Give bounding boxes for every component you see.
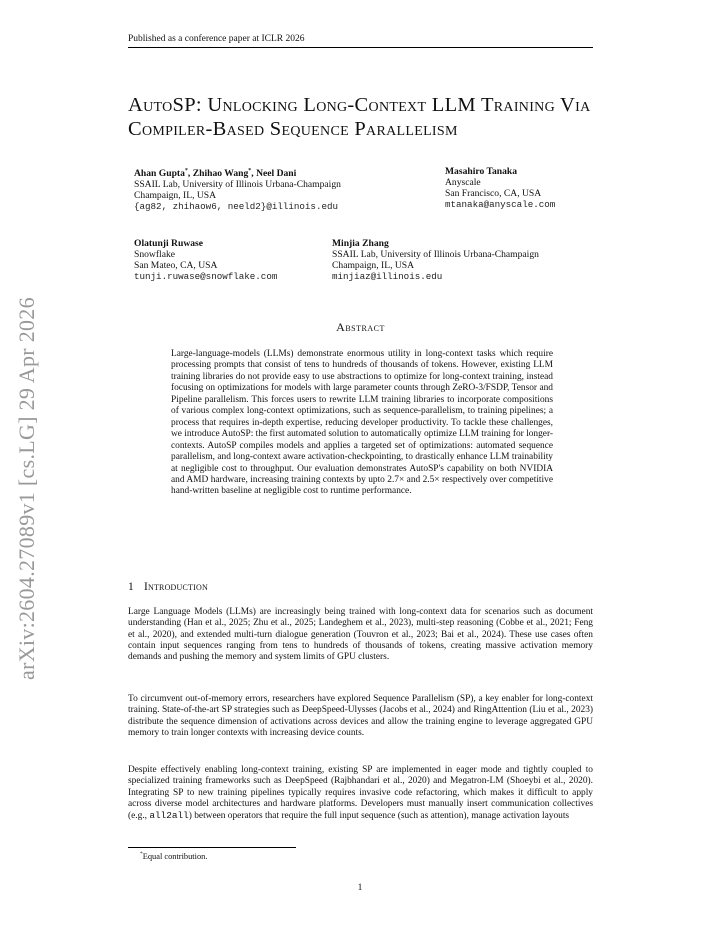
footnote-mark: * xyxy=(140,851,143,857)
author-location: Champaign, IL, USA xyxy=(134,190,217,202)
author-block-4 xyxy=(332,238,539,282)
paragraph-3 xyxy=(128,765,593,822)
arxiv-stamp: arXiv:2604.27089v1 [cs.LG] 29 Apr 2026 xyxy=(14,297,39,680)
author-affiliation: SSAIL Lab, University of Illinois Urbana-Champaign xyxy=(134,179,341,191)
author-affiliation: SSAIL Lab, University of Illinois Urbana-Champaign xyxy=(332,249,539,260)
author-block-1 xyxy=(134,166,341,212)
paragraph-1: Large Language Models (LLMs) are increasingly being trained with long-context data for scenarios such as document understanding (Han et al., 2025; Zhu et al., 2025; Landeghem et al., 2023), multi-step reasoning (Cobbe et al., 2021; Feng et al., 2020), and extended multi-turn dialogue generation (Touvron et al., 2023; Bai et al., 2024). These use cases often contain input sequences ranging from tens to hundreds of thousands of tokens, creating massive activation memory demands and pushing the memory and system limits of GPU clusters. xyxy=(128,607,593,663)
abstract-text: Large-language-models (LLMs) demonstrate enormous utility in long-context tasks which require processing prompts that consist of tens to hundreds of thousands of tokens. However, existing LLM training libraries do not provide easy to use abstractions to optimize for long-context training, instead focusing on optimizations for models with large parameter counts through ZeRO-3/FSDP, Tensor and Pipeline parallelism. This forces users to rewrite LLM training libraries to incorporate compositions of various complex long-context optimizations, such as sequence-parallelism, to training pipelines; a process that requires in-depth expertise, reducing developer productivity. To tackle these challenges, we introduce AutoSP: the first automated solution to automatically optimize LLM training for longer-contexts. AutoSP compiles models and applies a targeted set of optimizations: automated sequence parallelism, and long-context aware activation-checkpointing, to drastically enhance LLM trainability at negligible cost to throughput. Our evaluation demonstrates AutoSP's capability on both NVIDIA and AMD hardware, increasing training contexts by upto 2.7× and 2.5× respectively over competitive hand-written baseline at negligible cost to runtime performance. xyxy=(171,349,553,497)
author-names: Ahan Gupta*, Zhihao Wang*, Neel Dani xyxy=(134,168,297,180)
author-location: San Mateo, CA, USA xyxy=(134,260,218,271)
author-location: Champaign, IL, USA xyxy=(332,260,415,271)
author-email: tunji.ruwase@snowflake.com xyxy=(134,271,278,282)
author-names: Masahiro Tanaka xyxy=(445,166,518,177)
footnote-text: Equal contribution. xyxy=(142,851,208,861)
inline-code: all2all xyxy=(149,810,189,822)
author-affiliation: Anyscale xyxy=(445,177,481,188)
author-email: {ag82, zhihaow6, neeld2}@illinois.edu xyxy=(134,201,338,213)
author-location: San Francisco, CA, USA xyxy=(445,188,542,199)
footnote-rule xyxy=(128,847,296,848)
author-names: Olatunji Ruwase xyxy=(134,238,204,249)
author-block-2 xyxy=(445,166,555,210)
author-email: minjiaz@illinois.edu xyxy=(332,271,443,282)
author-block-3 xyxy=(134,238,277,282)
paragraph-3-text-a: Despite effectively enabling long-context training, existing SP are implemented in eager mode and tightly coupled to specialized training frameworks such as DeepSpeed (Rajbhandari et al., 2020) and Megatron-LM (Shoeybi et al., 2020). Integrating SP to new training pipelines typically requires invasive code refactoring, which makes it difficult to apply across diverse model architectures and hardware platforms. Developers must manually insert communication collectives (e.g., xyxy=(128,765,593,822)
footnote xyxy=(140,851,207,861)
paragraph-3-text-b: ) between operators that require the full input sequence (such as attention), manage activation layouts xyxy=(188,811,570,822)
page-number: 1 xyxy=(357,883,363,893)
author-affiliation: Snowflake xyxy=(134,249,176,260)
section-heading xyxy=(128,581,208,593)
paragraph-2: To circumvent out-of-memory errors, researchers have explored Sequence Parallelism (SP), a key enabler for long-context training. State-of-the-art SP strategies such as DeepSpeed-Ulysses (Jacobs et al., 2024) and RingAttention (Liu et al., 2023) distribute the sequence dimension of activations across devices and allow the training engine to leverage aggregated GPU memory to train longer contexts with increasing device counts. xyxy=(128,694,593,738)
section-number: 1 xyxy=(128,581,134,593)
venue-header: Published as a conference paper at ICLR 2026 xyxy=(128,34,305,44)
paper-title: AutoSP: Unlocking Long-Context LLM Training Via Compiler-Based Sequence Parallelism xyxy=(128,94,591,140)
author-names: Minjia Zhang xyxy=(332,238,389,249)
header-rule xyxy=(128,47,593,48)
abstract-heading: Abstract xyxy=(336,320,385,334)
section-title: Introduction xyxy=(143,581,208,593)
author-email: mtanaka@anyscale.com xyxy=(445,199,556,210)
